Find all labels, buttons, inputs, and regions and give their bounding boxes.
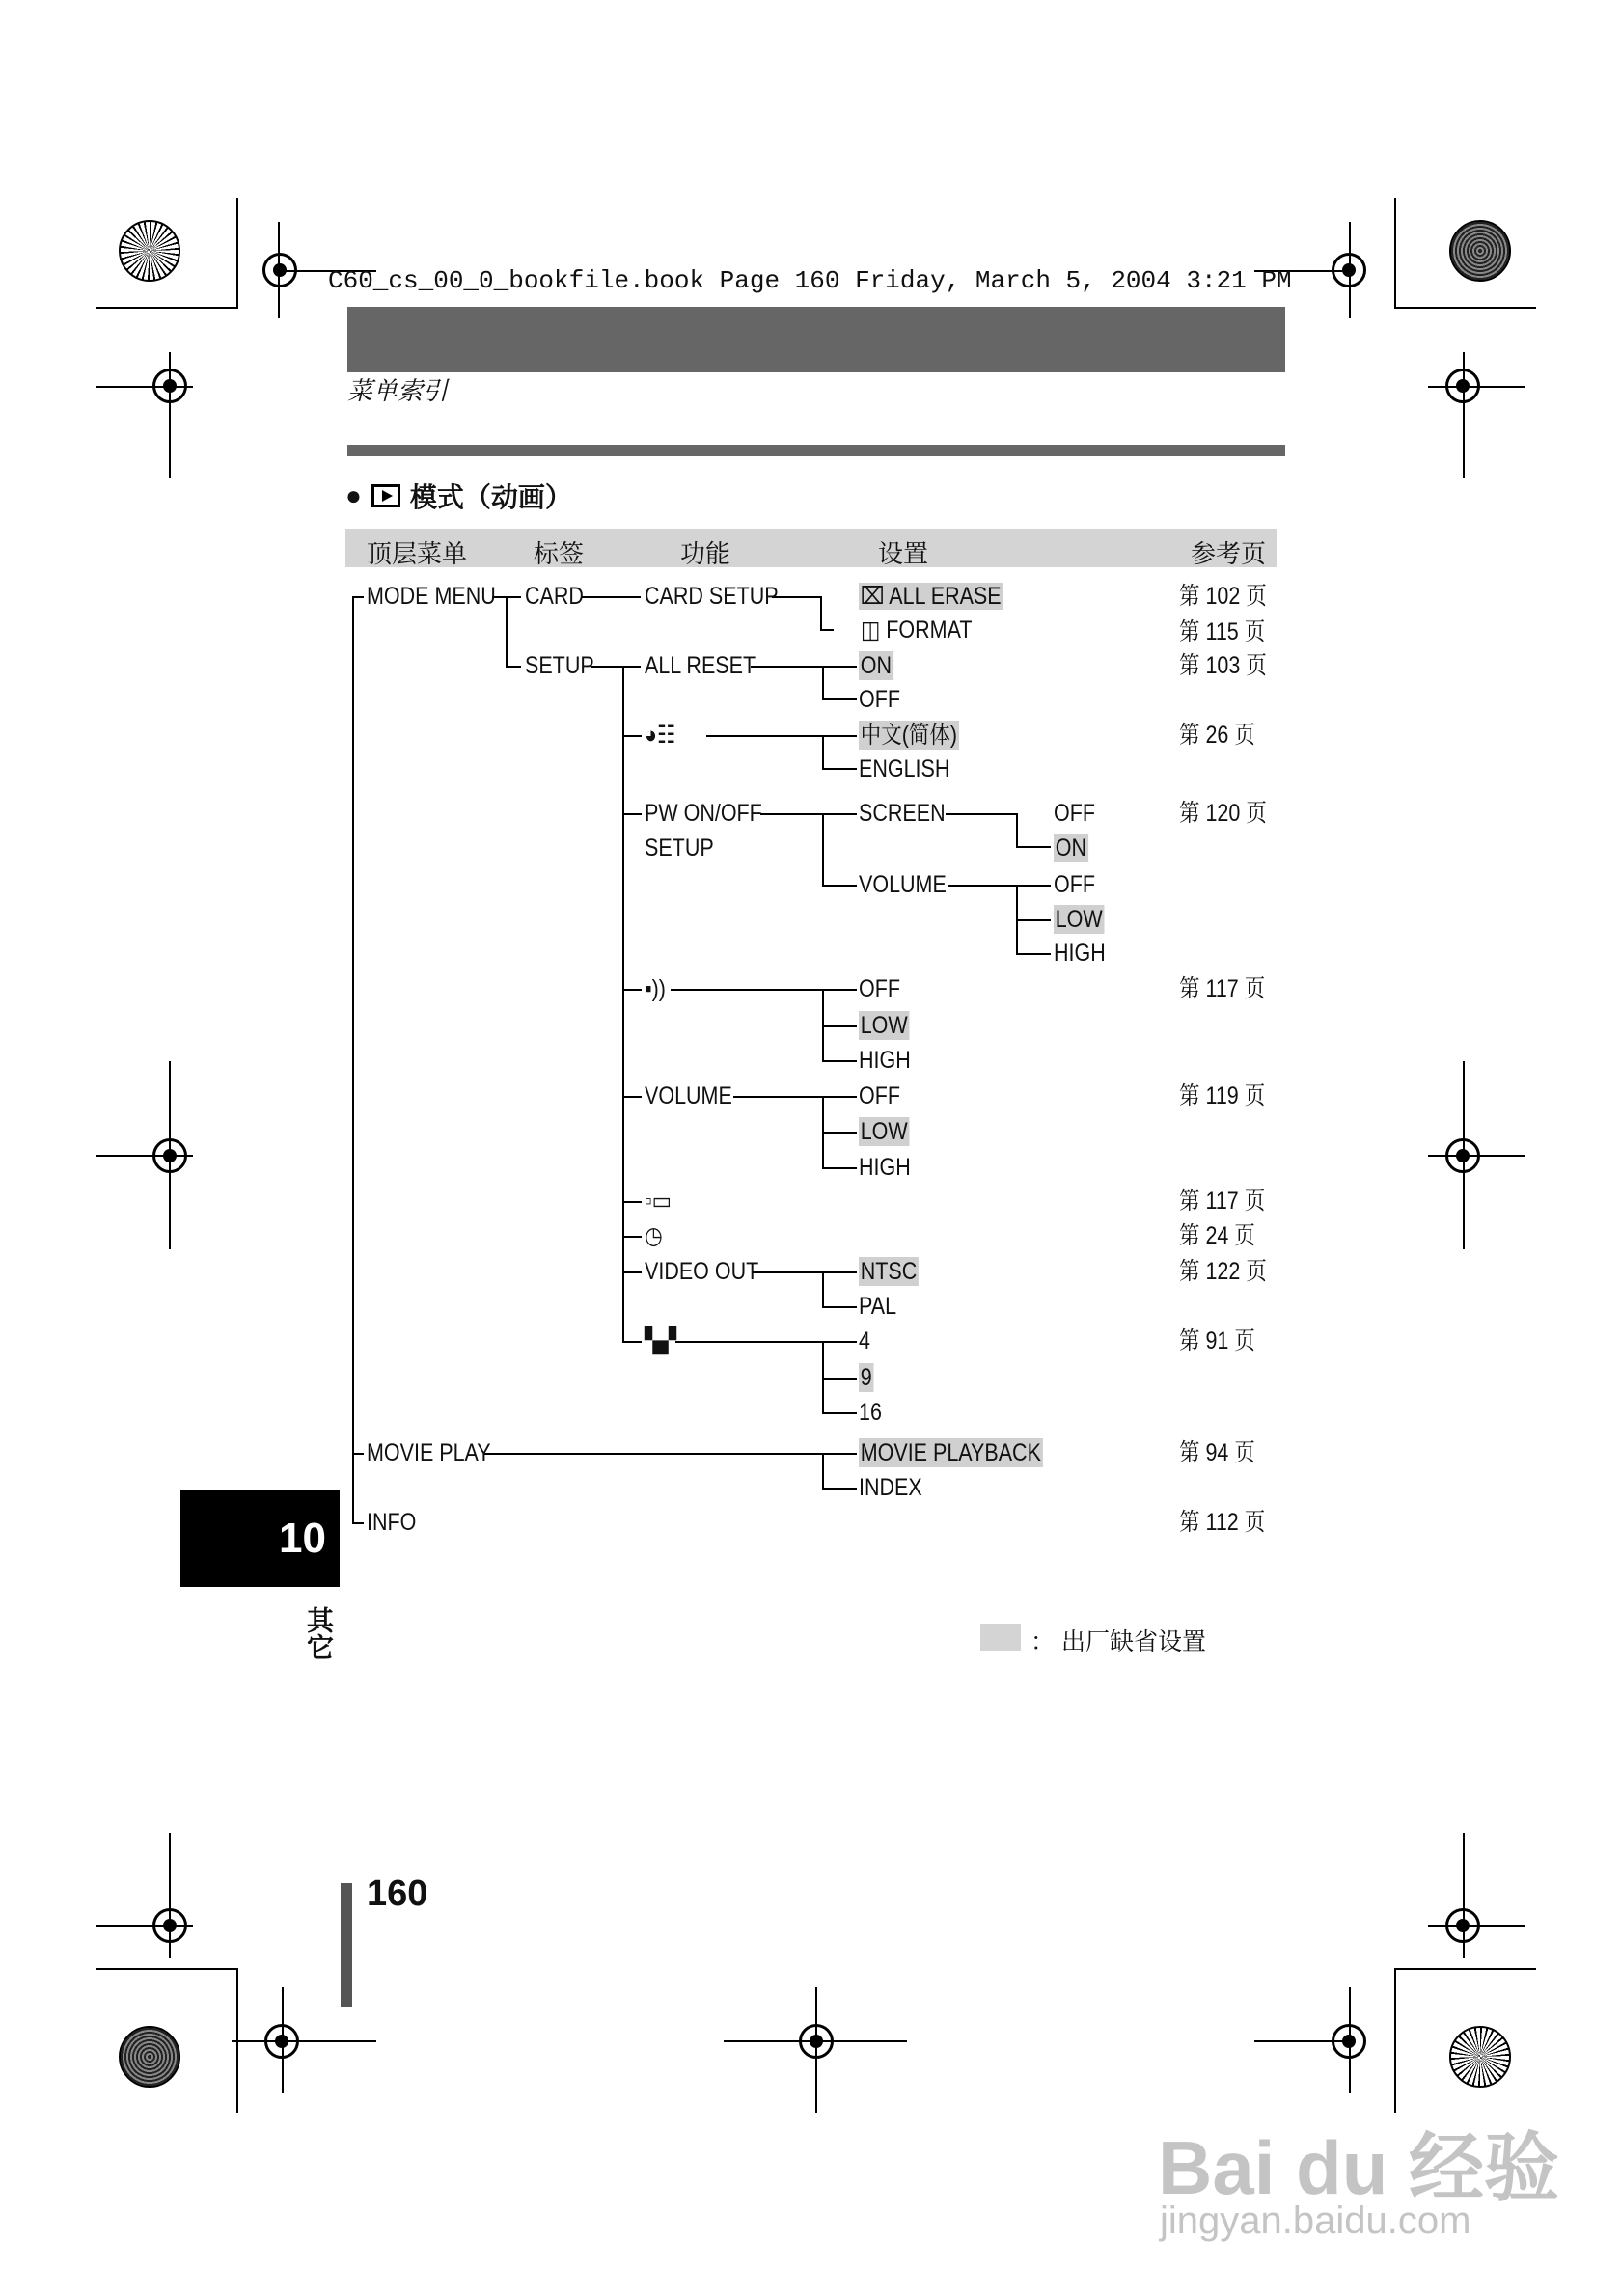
ref-rec-view: 第 117 页 bbox=[1179, 1188, 1266, 1215]
ref-index-grid: 第 91 页 bbox=[1179, 1327, 1255, 1354]
index-grid-icon: ▚▞ bbox=[645, 1327, 677, 1354]
grid-4: 4 bbox=[859, 1327, 870, 1354]
page-bar bbox=[341, 1883, 352, 2007]
file-header: C60_cs_00_0_bookfile.book Page 160 Friday, March 5, 2004 3:21 PM bbox=[328, 266, 1292, 295]
mode-menu-label: MODE MENU bbox=[367, 583, 496, 610]
all-reset-off: OFF bbox=[859, 686, 900, 713]
index-option: INDEX bbox=[859, 1474, 922, 1501]
all-erase-icon: ⌧ bbox=[860, 583, 885, 610]
info-label: INFO bbox=[367, 1509, 417, 1536]
video-out-label: VIDEO OUT bbox=[645, 1258, 759, 1285]
divider-band bbox=[347, 445, 1285, 456]
beep-off: OFF bbox=[859, 975, 900, 1002]
col-setting: 设置 bbox=[878, 539, 929, 568]
grid-9: 9 bbox=[860, 1364, 872, 1391]
chapter-label: 其它 bbox=[304, 1606, 334, 1660]
ref-all-reset: 第 103 页 bbox=[1179, 652, 1267, 679]
english-option: ENGLISH bbox=[859, 755, 950, 782]
ref-format: 第 115 页 bbox=[1179, 618, 1266, 645]
volume-high: HIGH bbox=[859, 1154, 911, 1181]
pw-volume-high: HIGH bbox=[1054, 940, 1106, 967]
ntsc-option: NTSC bbox=[860, 1258, 918, 1285]
card-setup-label: CARD SETUP bbox=[645, 583, 779, 610]
screen-off: OFF bbox=[1054, 800, 1095, 827]
ref-clock: 第 24 页 bbox=[1179, 1222, 1255, 1249]
watermark-logo: Bai du 经验 bbox=[1158, 2125, 1560, 2210]
pw-onoff-label: PW ON/OFF bbox=[645, 800, 762, 827]
grid-16: 16 bbox=[859, 1399, 882, 1426]
legend-text: ： 出厂缺省设置 bbox=[1030, 1628, 1206, 1655]
all-reset-on: ON bbox=[860, 652, 892, 679]
volume-off: OFF bbox=[859, 1082, 900, 1109]
col-function: 功能 bbox=[680, 539, 731, 568]
card-label: CARD bbox=[525, 583, 584, 610]
movie-playback-option: MOVIE PLAYBACK bbox=[860, 1439, 1041, 1466]
volume-low: LOW bbox=[860, 1118, 908, 1145]
page-number: 160 bbox=[367, 1873, 428, 1914]
beep-icon: ▪)) bbox=[645, 975, 666, 1002]
ref-language: 第 26 页 bbox=[1179, 722, 1255, 749]
legend-swatch bbox=[980, 1624, 1021, 1651]
ref-all-erase: 第 102 页 bbox=[1179, 583, 1267, 610]
pal-option: PAL bbox=[859, 1293, 897, 1320]
col-ref: 参考页 bbox=[1191, 539, 1267, 568]
mode-title-text: 模式（动画） bbox=[409, 482, 572, 512]
section-subtitle: 菜单索引 bbox=[347, 376, 449, 405]
ref-beep: 第 117 页 bbox=[1179, 975, 1266, 1002]
pw-setup-label: SETUP bbox=[645, 834, 714, 861]
pw-volume-label: VOLUME bbox=[859, 871, 947, 898]
chapter-tab: 10 bbox=[180, 1490, 340, 1587]
screen-on: ON bbox=[1055, 834, 1086, 861]
movie-play-label: MOVIE PLAY bbox=[367, 1439, 491, 1466]
beep-low: LOW bbox=[860, 1012, 908, 1039]
all-erase-option: ⌧ ALL ERASE bbox=[860, 583, 1002, 610]
language-icon: ◕☷ bbox=[645, 722, 676, 749]
clock-icon: ◷ bbox=[645, 1222, 663, 1249]
col-top-menu: 顶层菜单 bbox=[367, 539, 468, 568]
bullet: ● bbox=[345, 480, 362, 510]
beep-high: HIGH bbox=[859, 1047, 911, 1074]
playback-icon bbox=[371, 484, 400, 507]
watermark-url: jingyan.baidu.com bbox=[1160, 2200, 1471, 2242]
ref-movie-play: 第 94 页 bbox=[1179, 1439, 1255, 1466]
all-reset-label: ALL RESET bbox=[645, 652, 756, 679]
ref-volume: 第 119 页 bbox=[1179, 1082, 1266, 1109]
pw-volume-off: OFF bbox=[1054, 871, 1095, 898]
mode-title bbox=[345, 477, 572, 515]
chinese-option: 中文(简体) bbox=[860, 722, 958, 749]
setup-label: SETUP bbox=[525, 652, 594, 679]
title-band bbox=[347, 307, 1285, 372]
volume-label: VOLUME bbox=[645, 1082, 732, 1109]
ref-video-out: 第 122 页 bbox=[1179, 1258, 1267, 1285]
format-icon: ◫ bbox=[861, 616, 881, 643]
ref-info: 第 112 页 bbox=[1179, 1509, 1266, 1536]
format-option: ◫ FORMAT bbox=[861, 616, 973, 643]
rec-view-icon: ▫▭ bbox=[645, 1188, 672, 1215]
screen-label: SCREEN bbox=[859, 800, 946, 827]
table-header bbox=[345, 529, 1277, 567]
ref-pw-onoff: 第 120 页 bbox=[1179, 800, 1267, 827]
pw-volume-low: LOW bbox=[1055, 906, 1103, 933]
col-tab: 标签 bbox=[534, 539, 585, 568]
